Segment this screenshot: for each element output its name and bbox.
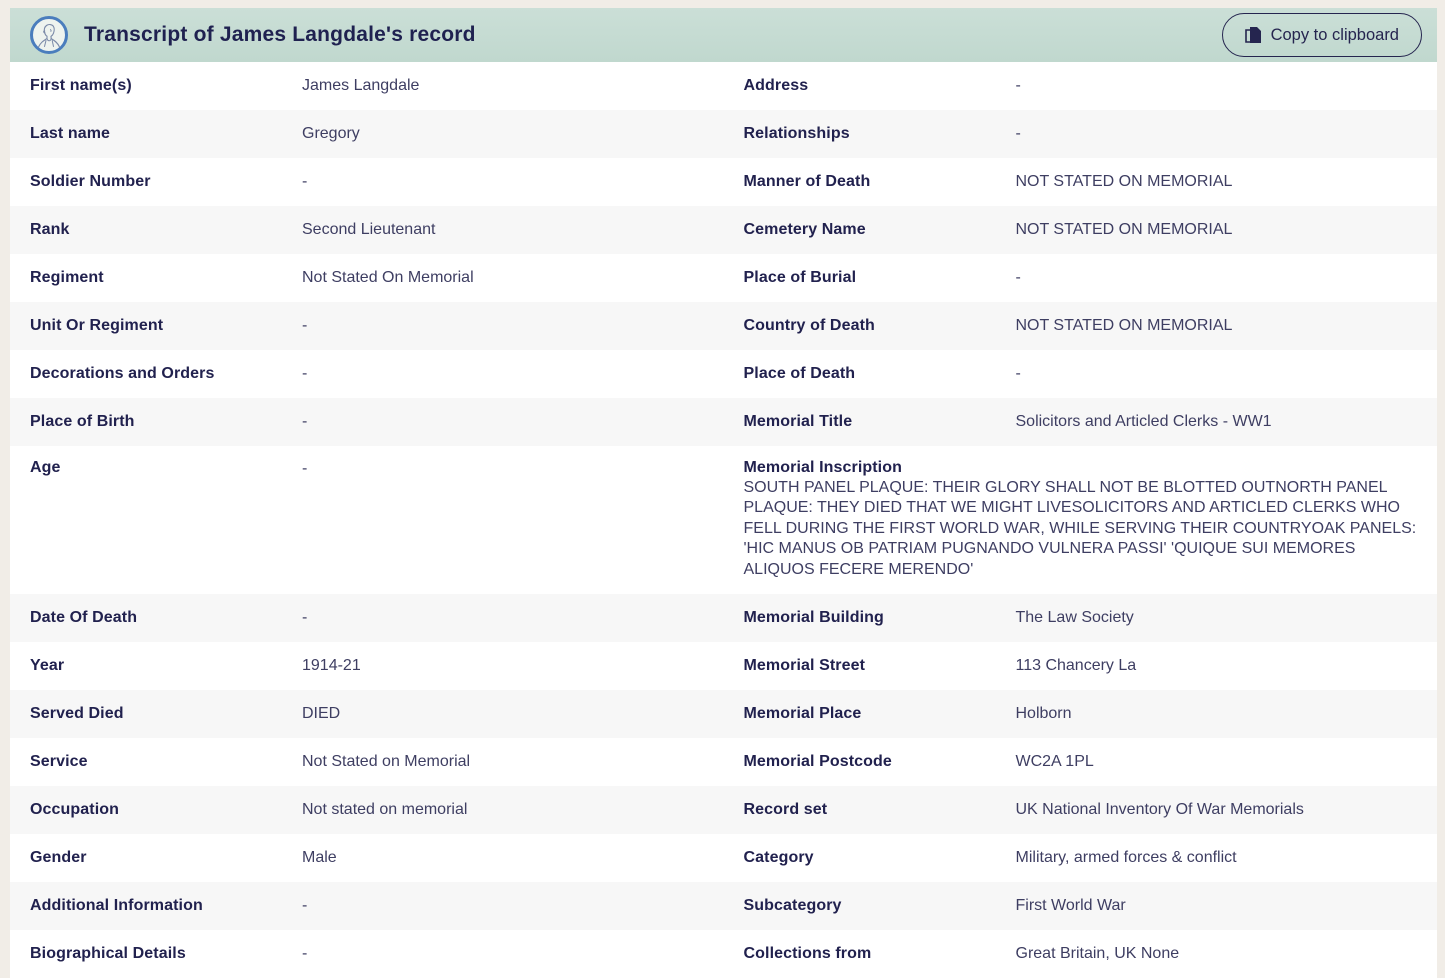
- table-row: [10, 882, 1437, 930]
- field-label: Occupation: [30, 801, 120, 819]
- record-field-left: [10, 62, 724, 110]
- table-row: [10, 350, 1437, 398]
- field-value: NOT STATED ON MEMORIAL: [1015, 172, 1233, 190]
- field-value: -: [1015, 364, 1021, 382]
- field-value: 113 Chancery La: [1015, 657, 1137, 675]
- field-value: -: [1015, 124, 1021, 142]
- record-field-right: [724, 642, 1438, 690]
- field-label: Manner of Death: [743, 173, 871, 190]
- copy-icon: [1245, 26, 1262, 45]
- field-value: -: [302, 364, 308, 382]
- field-label: Age: [30, 459, 61, 476]
- field-label: Memorial Building: [743, 609, 884, 627]
- person-avatar-icon: [30, 16, 68, 54]
- field-value: NOT STATED ON MEMORIAL: [1015, 220, 1233, 238]
- record-field-left: [10, 158, 724, 206]
- field-value: Military, armed forces & conflict: [1015, 849, 1237, 867]
- field-value: First World War: [1015, 897, 1126, 915]
- field-label: Gender: [30, 849, 87, 867]
- table-row: [10, 738, 1437, 786]
- field-value: Not Stated On Memorial: [302, 268, 474, 286]
- field-value: Not Stated on Memorial: [302, 753, 471, 771]
- field-label: Cemetery Name: [743, 221, 866, 238]
- field-label: Service: [30, 753, 88, 771]
- field-label: Country of Death: [743, 317, 875, 334]
- record-field-right: [724, 930, 1438, 978]
- record-field-right: [724, 594, 1438, 642]
- field-label: Memorial Street: [743, 657, 866, 675]
- field-label: Decorations and Orders: [30, 365, 215, 382]
- field-value: Great Britain, UK None: [1015, 945, 1180, 963]
- field-value: UK National Inventory Of War Memorials: [1015, 801, 1304, 819]
- field-value: NOT STATED ON MEMORIAL: [1015, 316, 1233, 334]
- field-label: Unit Or Regiment: [30, 317, 164, 334]
- table-row: [10, 398, 1437, 446]
- field-value: SOUTH PANEL PLAQUE: THEIR GLORY SHALL NOT BE BLOTTED OUTNORTH PANEL PLAQUE: THEY DIED THAT WE MIGHT LIVESOLICITORS AND ARTICLED CLERKS WHO FELL DURING THE FIRST WORLD WAR, WHILE SERVING THEIR COUNTRYOAK PANELS: 'HIC MANUS OB PATRIAM PUGNANDO VULNERA PASSI' 'QUIQUE SUI MEMORES ALIQUOS FECERE MERENDO': [743, 479, 1417, 578]
- record-field-left: [10, 206, 724, 254]
- field-label: Year: [30, 657, 65, 675]
- field-label: Date Of Death: [30, 609, 138, 627]
- table-row: [10, 594, 1437, 642]
- field-value: -: [302, 609, 308, 627]
- record-field-right: [724, 786, 1438, 834]
- table-row: [10, 62, 1437, 110]
- record-field-left: [10, 594, 724, 642]
- table-row: [10, 446, 1437, 594]
- record-field-right: [724, 206, 1438, 254]
- record-field-left: [10, 930, 724, 978]
- record-field-left: [10, 446, 724, 594]
- field-value: The Law Society: [1015, 609, 1134, 627]
- table-row: [10, 642, 1437, 690]
- record-field-left: [10, 786, 724, 834]
- field-label: Collections from: [743, 945, 872, 963]
- table-row: [10, 786, 1437, 834]
- record-field-right: [724, 158, 1438, 206]
- table-row: [10, 254, 1437, 302]
- field-value: -: [302, 897, 308, 915]
- field-label: Memorial Place: [743, 705, 862, 723]
- record-field-left: [10, 690, 724, 738]
- field-value: -: [302, 945, 308, 963]
- record-field-right: [724, 254, 1438, 302]
- field-value: Solicitors and Articled Clerks - WW1: [1015, 412, 1272, 430]
- field-label: Soldier Number: [30, 173, 151, 190]
- record-field-right: [724, 302, 1438, 350]
- field-label: First name(s): [30, 77, 132, 94]
- field-value: WC2A 1PL: [1015, 753, 1094, 771]
- field-label: Biographical Details: [30, 945, 186, 963]
- record-field-right: [724, 350, 1438, 398]
- record-field-left: [10, 642, 724, 690]
- table-row: [10, 206, 1437, 254]
- table-row: [10, 930, 1437, 978]
- field-value: -: [1015, 268, 1021, 286]
- field-value: -: [302, 412, 308, 430]
- field-label: Rank: [30, 221, 70, 238]
- field-label: Address: [743, 77, 809, 94]
- field-value: -: [302, 460, 308, 477]
- table-row: [10, 690, 1437, 738]
- record-field-left: [10, 882, 724, 930]
- record-field-right: [724, 110, 1438, 158]
- field-label: Subcategory: [743, 897, 842, 915]
- record-field-right: [724, 834, 1438, 882]
- field-label: Memorial Postcode: [743, 753, 892, 771]
- record-field-right: [724, 690, 1438, 738]
- page-title: Transcript of James Langdale's record: [84, 23, 476, 46]
- field-label: Place of Death: [743, 365, 856, 382]
- field-value: 1914-21: [302, 657, 361, 675]
- field-value: Holborn: [1015, 705, 1072, 723]
- record-field-left: [10, 834, 724, 882]
- field-value: -: [1015, 76, 1021, 94]
- transcript-card: [10, 8, 1437, 978]
- record-field-left: [10, 398, 724, 446]
- table-row: [10, 834, 1437, 882]
- table-row: [10, 302, 1437, 350]
- record-field-left: [10, 350, 724, 398]
- transcript-header: [10, 8, 1437, 62]
- field-label: Last name: [30, 125, 111, 142]
- record-field-right: [724, 62, 1438, 110]
- record-field-right: [724, 738, 1438, 786]
- record-field-right: [724, 446, 1438, 594]
- field-label: Place of Burial: [743, 269, 857, 286]
- field-value: -: [302, 172, 308, 190]
- record-field-left: [10, 110, 724, 158]
- field-value: Male: [302, 849, 337, 867]
- record-field-right: [724, 398, 1438, 446]
- record-field-left: [10, 254, 724, 302]
- field-label: Served Died: [30, 705, 124, 723]
- table-row: [10, 110, 1437, 158]
- field-label: Additional Information: [30, 897, 203, 915]
- field-label: Memorial Inscription: [743, 459, 902, 476]
- field-value: Second Lieutenant: [302, 220, 436, 238]
- field-value: Gregory: [302, 124, 360, 142]
- field-label: Record set: [743, 801, 828, 819]
- copy-to-clipboard-button[interactable]: [1222, 13, 1422, 57]
- field-value: James Langdale: [302, 76, 420, 94]
- field-value: -: [302, 316, 308, 334]
- record-field-right: [724, 882, 1438, 930]
- record-field-left: [10, 738, 724, 786]
- record-table: [10, 62, 1437, 978]
- field-label: Place of Birth: [30, 413, 135, 430]
- field-label: Relationships: [743, 125, 850, 142]
- field-label: Regiment: [30, 269, 104, 286]
- field-value: Not stated on memorial: [302, 801, 468, 819]
- record-field-left: [10, 302, 724, 350]
- field-label: Category: [743, 849, 814, 867]
- copy-button-label: Copy to clipboard: [1270, 25, 1399, 44]
- table-row: [10, 158, 1437, 206]
- field-value: DIED: [302, 705, 341, 723]
- field-label: Memorial Title: [743, 413, 853, 430]
